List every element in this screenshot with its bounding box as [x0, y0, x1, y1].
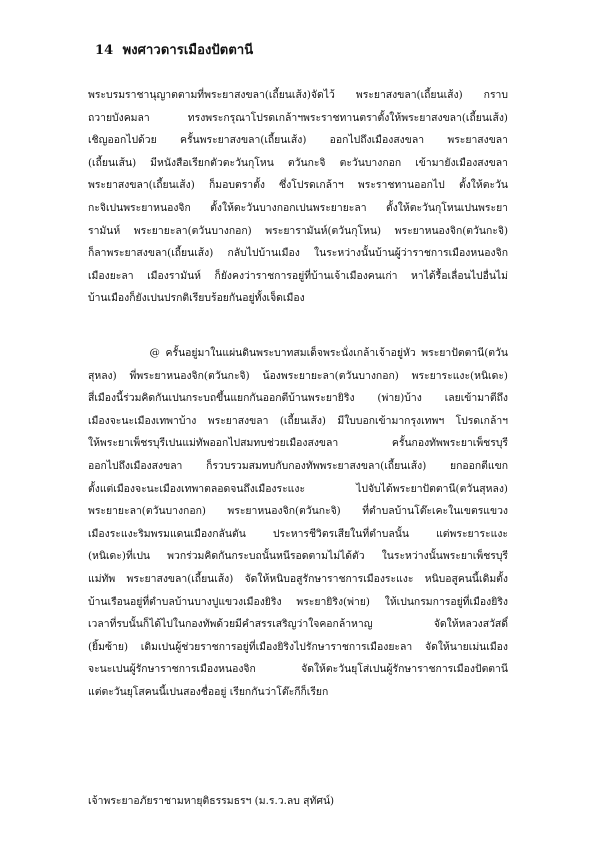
- text-line: เมืองจะนะเมืองเทพาบ้าง พระยาสงขลา (เถี้ยนเส้ง) มีใบบอกเข้ามากรุงเทพฯ โปรดเกล้าฯ: [88, 414, 508, 427]
- page-number: 14: [95, 43, 114, 58]
- text-line: จะนะเปนผู้รักษาราชการเมืองหนองจิก จัดให้ตะวันยุโส่เปนผู้รักษาราชการเมืองปัตตานี: [88, 663, 508, 676]
- text-line: เชิญออกไปด้วย ครั้นพระยาสงขลา(เถี้ยนเส้ง) ออกไปถึงเมืองสงขลา พระยาสงขลา: [88, 134, 508, 147]
- text-line: สี่เมืองนี้ร่วมคิดกันเปนกระบถขึ้นแยกกันออกตีบ้านพระยายิริง (พ่าย)บ้าง เลยเข้ามาตีถึง: [88, 392, 508, 405]
- text-line: เวลาที่รบนั้นก็ได้ไปในกองทัพด้วยมีคำสรรเสริญว่าใจคอกล้าหาญ จัดให้หลวงสวัสดิ์: [88, 618, 508, 631]
- page-title: พงศาวดารเมืองปัตตานี: [122, 43, 254, 58]
- text-line: พระยายะลา(ตวันบางกอก) พระยาหนองจิก(ตวันกะจิ) ที่ตำบลบ้านโต๊ะเคะในเขตรแขวง: [88, 505, 508, 518]
- text-line: (เถี้ยนเส้น) มีหนังสือเรียกตัวตะวันกุโหน ตวันกะจิ ตะวันบางกอก เข้ามายังเมืองสงขลา: [88, 156, 508, 169]
- text-line: กะจิเปนพระยาหนองจิก ตั้งให้ตะวันบางกอกเปนพระยายะลา ตั้งให้ตะวันกุโหนเปนพระยา: [88, 201, 508, 214]
- text-line: ก็ลาพระยาสงขลา(เถี้ยนเส้ง) กลับไปบ้านเมือง ในระหว่างนั้นบ้านผู้ว่าราชการเมืองหนองจิก: [88, 247, 508, 260]
- text-line: เมืองระแงะริมพรมแดนเมืองกลันตัน ประหารชีวิตรเสียในที่ตำบลนั้น แต่พระยาระแงะ: [88, 527, 508, 540]
- text-line: สุหลง) พี่พระยาหนองจิก(ตวันกะจิ) น้องพระยายะลา(ตวันบางกอก) พระยาระแงะ(หนิเดะ): [88, 369, 508, 382]
- paragraph-2: [88, 342, 508, 704]
- text-line: แต่ตะวันยุโสคนนี้เปนสองชื่ออยู่ เรียกกันว่าโต๊ะกีก็เรียก: [88, 685, 329, 698]
- text-line: รามันห์ พระยายะลา(ตวันบางกอก) พระยารามันห์(ตวันกุโหน) พระยาหนองจิก(ตวันกะจิ): [88, 224, 508, 237]
- running-header: [95, 39, 253, 60]
- text-line: เมืองยะลา เมืองรามันห์ ก็ยังคงว่าราชการอยู่ที่บ้านเจ้าเมืองคนเก่า หาได้รื้อเลื่อนไปอื่นไม่: [88, 269, 508, 282]
- text-line: ถวายบังคมลา ทรงพระกรุณาโปรดเกล้าฯพระราชทานตราตั้งให้พระยาสงขลา(เถี้ยนเส้ง): [88, 111, 508, 124]
- text-line: ให้พระยาเพ็ชรบุรีเปนแม่ทัพออกไปสมทบช่วยเมืองสงขลา ครั้นกองทัพพระยาเพ็ชรบุรี: [88, 437, 508, 450]
- text-line: พระยาสงขลา(เถี้ยนเส้ง) ก็มอบตราตั้ง ซึ่งโปรดเกล้าฯ พระราชทานออกไป ตั้งให้ตะวัน: [88, 179, 508, 192]
- author-credit: เจ้าพระยาอภัยราชามหายุติธรรมธรฯ (ม.ร.ว.ลบ สุทัศน์): [88, 795, 335, 807]
- paragraph-1: [88, 84, 508, 310]
- text-line: ตั้งแต่เมืองจะนะเมืองเทพาตลอดจนถึงเมืองระแงะ ไปจับได้พระยาปัตตานี(ตวันสุหลง): [88, 482, 508, 495]
- text-line: (หนิเดะ)ที่เปน พวกร่วมคิดกันกระบถนั้นหนีรอดตามไม่ได้ตัว ในระหว่างนั้นพระยาเพ็ชรบุรี: [88, 550, 508, 563]
- text-line: พระบรมราชานุญาตตามที่พระยาสงขลา(เถี้ยนเส้ง)จัดไว้ พระยาสงขลา(เถี้ยนเส้ง) กราบ: [88, 89, 508, 101]
- text-line: @ ครั้นอยู่มาในแผ่นดินพระบาทสมเด็จพระนั่งเกล้าเจ้าอยู่หัว พระยาปัตตานี(ตวัน: [88, 347, 508, 359]
- text-line: ออกไปถึงเมืองสงขลา ก็รวบรวมสมทบกับกองทัพพระยาสงขลา(เถี้ยนเส้ง) ยกออกตีแขก: [88, 459, 508, 472]
- text-line: บ้านเรือนอยู่ที่ตำบลบ้านบางปูแขวงเมืองยิริง พระยายิริง(พ่าย) ให้เปนกรมการอยู่ที่เมืองยิริง: [88, 595, 508, 608]
- text-line: แม่ทัพ พระยาสงขลา(เถี้ยนเส้ง) จัดให้หนิบอสูรักษาราชการเมืองระแงะ หนิบอสูคนนี้เดิมตั้ง: [88, 572, 508, 585]
- text-line: (ยิ้มซ้าย) เดิมเปนผู้ช่วยราชการอยู่ที่เมืองยิริงไปรักษาราชการเมืองยะลา จัดให้นายเม่นเมือง: [88, 640, 508, 653]
- text-line: บ้านเมืองก็ยังเปนปรกติเรียบร้อยกันอยู่ทั้งเจ็ดเมือง: [88, 292, 305, 305]
